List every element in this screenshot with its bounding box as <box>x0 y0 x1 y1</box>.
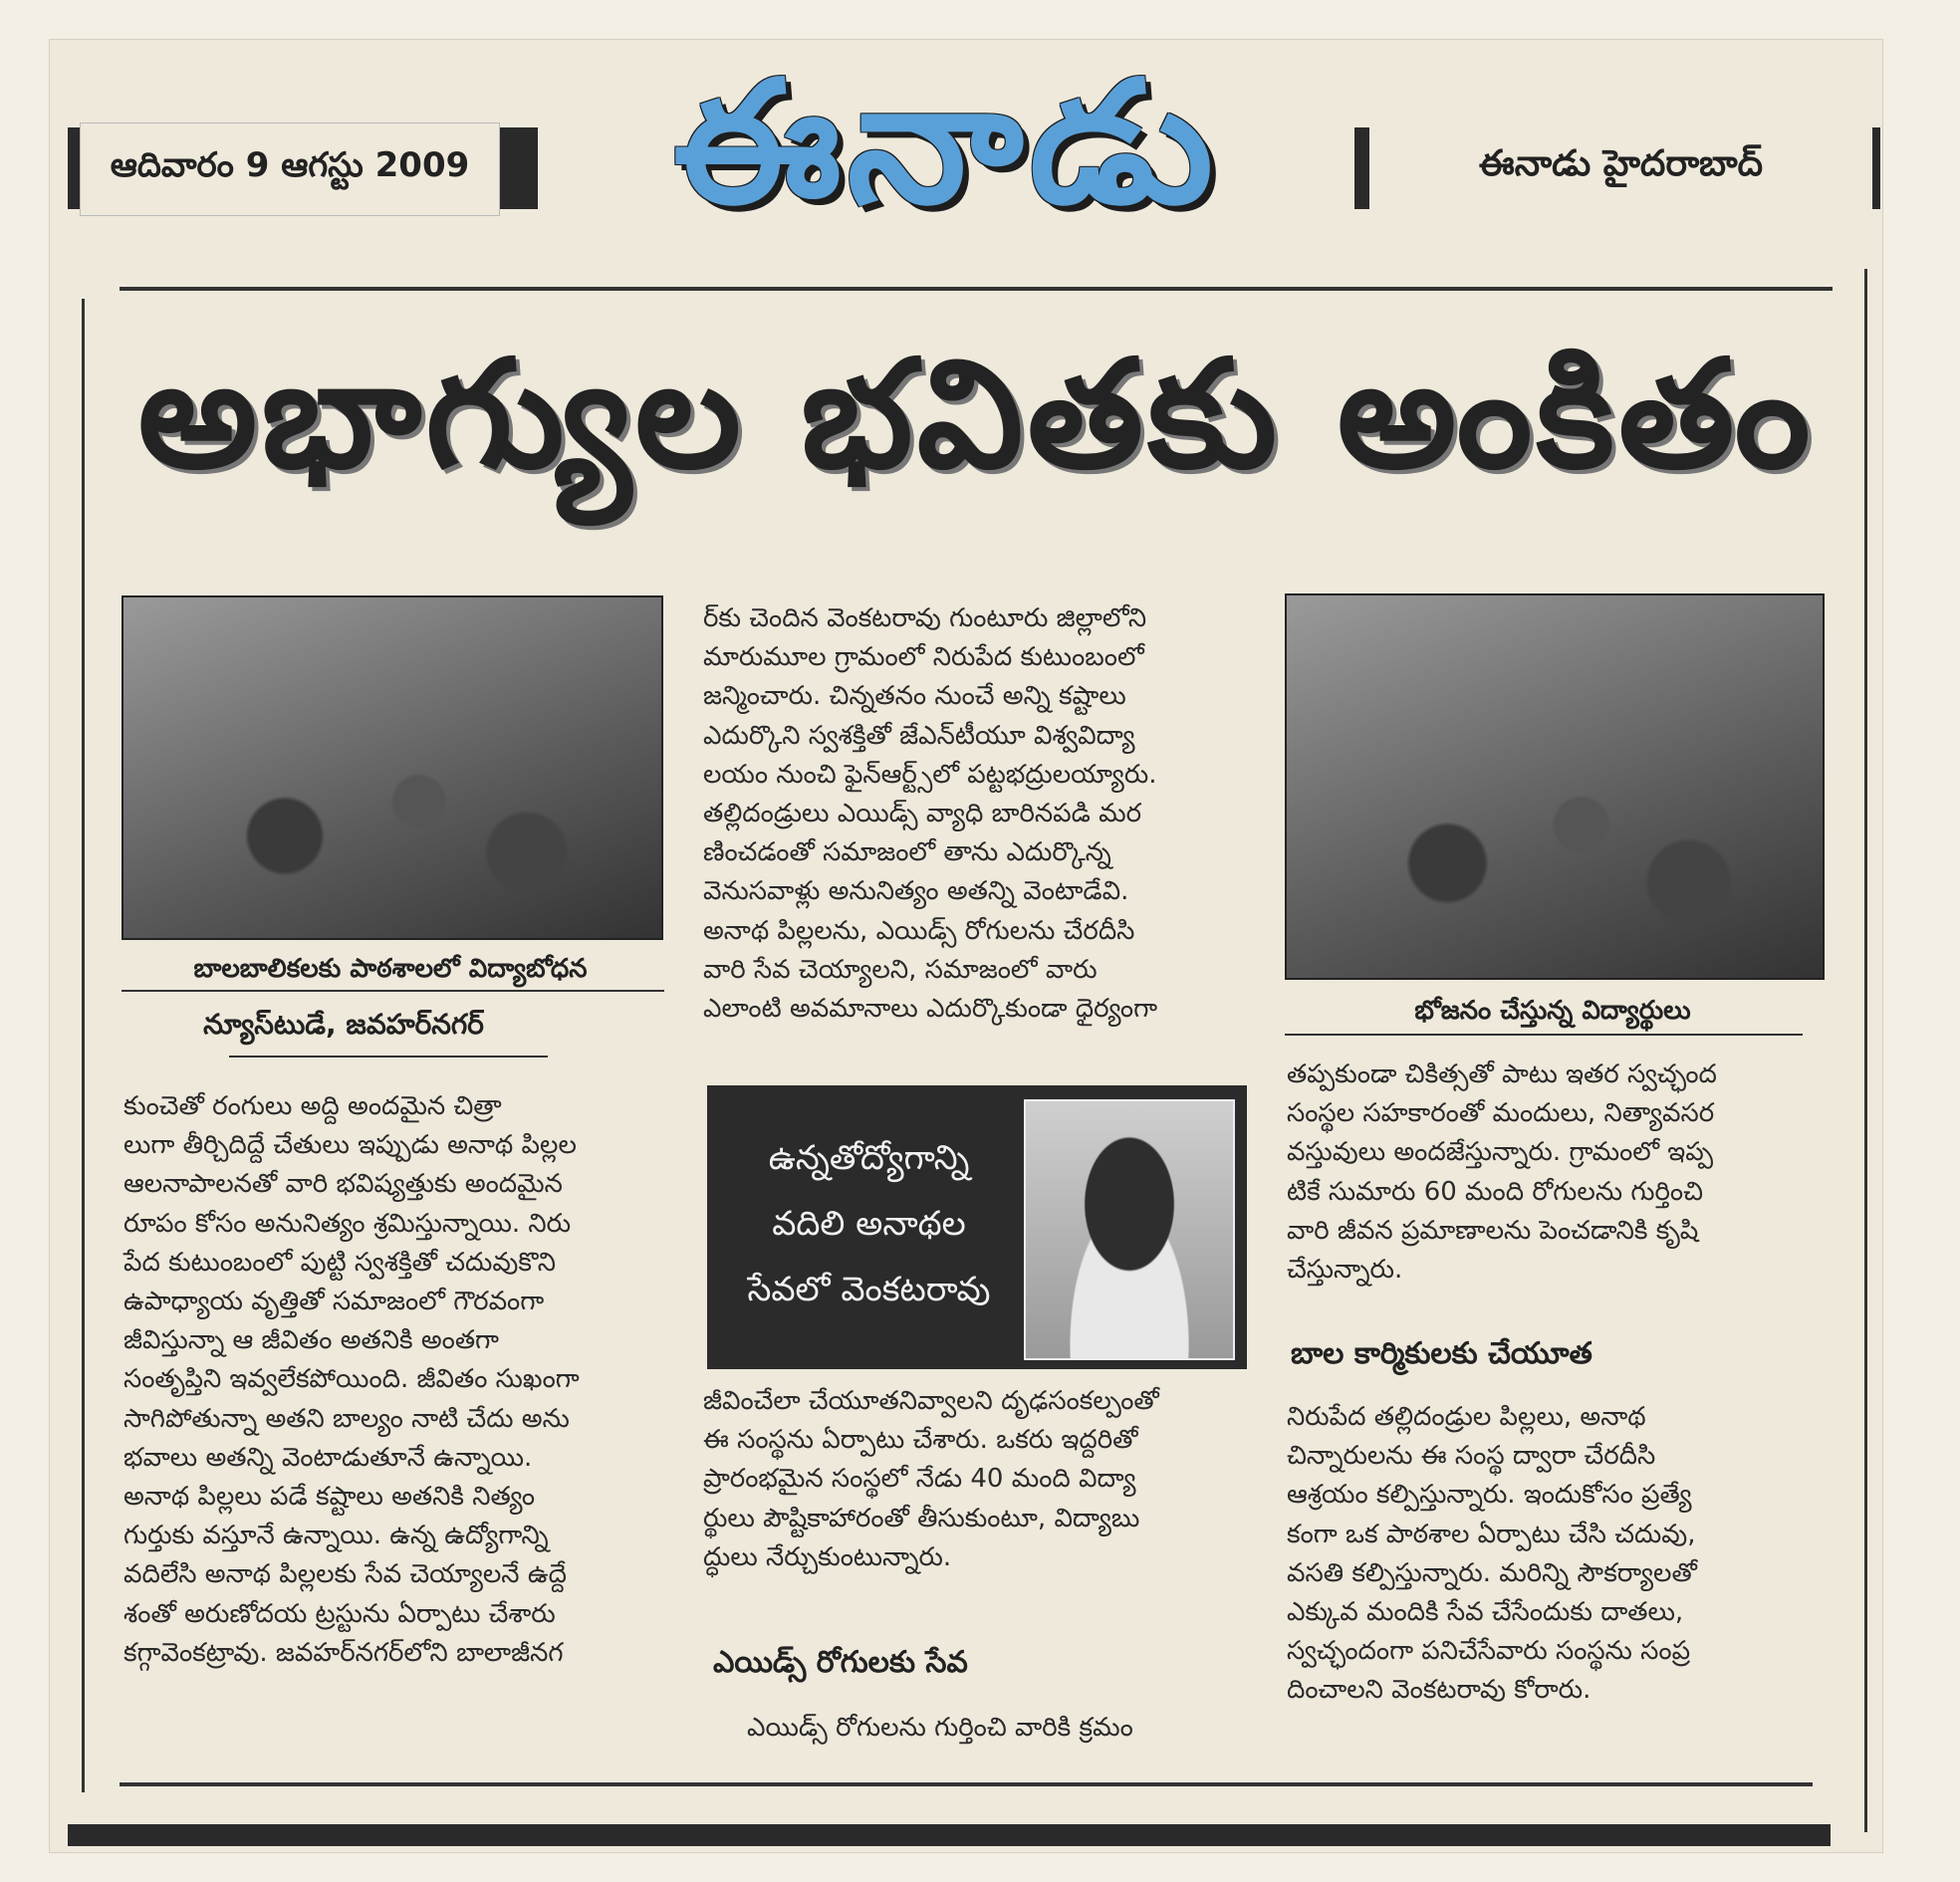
column-3-top <box>1287 1056 1823 1290</box>
issue-date: ఆదివారం 9 ఆగస్టు 2009 <box>80 122 500 216</box>
pull-quote-line: ఉన్నతోద్యోగాన్ని <box>768 1138 970 1178</box>
text-line: వారి జీవన ప్రమాణాలను పెంచడానికి కృషి <box>1287 1215 1699 1246</box>
text-line: ర్థులు పౌష్టికాహారంతో తీసుకుంటూ, విద్యాబు <box>703 1503 1140 1533</box>
text-line: వస్తువులు అందజేస్తున్నారు. గ్రామంలో ఇప్ప <box>1287 1137 1714 1168</box>
text-line: ఎయిడ్స్ రోగులను గుర్తించి వారికి క్రమం <box>747 1713 1133 1743</box>
pull-quote-box <box>707 1085 1247 1369</box>
text-line: గుర్తుకు వస్తూనే ఉన్నాయి. ఉన్న ఉద్యోగాన్ని <box>123 1521 549 1551</box>
text-line: అనాథ పిల్లలను, ఎయిడ్స్ రోగులను చేరదీసి <box>703 915 1135 946</box>
text-line: సంతృప్తిని ఇవ్వలేకపోయింది. జీవితం సుఖంగా <box>123 1364 580 1395</box>
text-line: ఆశ్రయం కల్పిస్తున్నారు. ఇందుకోసం ప్రత్యే <box>1287 1480 1692 1511</box>
photo-classroom <box>122 595 663 940</box>
byline: న్యూస్‌టుడే, జవహర్‌నగర్ <box>203 1008 484 1041</box>
edition-name: ఈనాడు హైదరాబాద్ <box>1369 122 1872 214</box>
logo-text: ఈనాడు <box>672 45 1220 242</box>
bottom-rule <box>120 1782 1813 1786</box>
byline-rule <box>229 1056 548 1058</box>
column-2-top <box>703 599 1247 1029</box>
text-line: జన్మించారు. చిన్నతనం నుంచే అన్ని కష్టాలు <box>703 681 1126 712</box>
text-line: జీవించేలా చేయూతనివ్వాలని దృఢసంకల్పంతో <box>703 1386 1159 1416</box>
pull-quote-text <box>727 1125 1011 1322</box>
text-line: ఎదుర్కొని స్వశక్తితో జేఎన్‌టీయూ విశ్వవిద్యా <box>703 720 1135 751</box>
text-line: ఎక్కువ మందికి సేవ చేసేందుకు దాతలు, <box>1287 1597 1684 1628</box>
right-rule <box>1864 269 1867 1832</box>
text-line: శంతో అరుణోదయ ట్రస్టును ఏర్పాటు చేశారు <box>123 1598 556 1629</box>
text-line: వెనుసవాళ్లు అనునిత్యం అతన్ని వెంటాడేవి. <box>703 876 1129 907</box>
text-line: స్వచ్ఛందంగా పనిచేసేవారు సంస్థను సంప్ర <box>1287 1636 1691 1667</box>
text-line: ద్ధులు నేర్చుకుంటున్నారు. <box>703 1541 952 1572</box>
photo-meal <box>1285 593 1825 980</box>
text-line: పేద కుటుంబంలో పుట్టి స్వశక్తితో చదువుకొని <box>123 1247 557 1278</box>
text-line: వారి సేవ చెయ్యాలని, సమాజంలో వారు <box>703 954 1098 985</box>
masthead-logo <box>538 45 1354 269</box>
headline: అభాగ్యుల భవితకు అంకితం <box>137 328 1815 502</box>
text-line: అనాథ పిల్లలు పడే కష్టాలు అతనికి నిత్యం <box>123 1482 536 1513</box>
subhead-child-labour: బాల కార్మికులకు చేయూత <box>1291 1336 1592 1371</box>
text-line: ఎలాంటి అవమానాలు ఎదుర్కొకుండా ధైర్యంగా <box>703 994 1158 1025</box>
column-3-bottom <box>1287 1398 1823 1711</box>
text-line: కుంచెతో రంగులు అద్ది అందమైన చిత్రా <box>123 1091 502 1121</box>
text-line: తప్పకుండా చికిత్సతో పాటు ఇతర స్వచ్ఛంద <box>1287 1059 1717 1089</box>
pull-quote-line: సేవలో వెంకటరావు <box>747 1270 991 1309</box>
portrait-photo <box>1024 1099 1235 1360</box>
photo-caption-classroom: బాలబాలికలకు పాఠశాలలో విద్యాబోధన <box>193 954 588 984</box>
text-line: కగ్గావెంకట్రావు. జవహర్‌నగర్‌లోని బాలాజీనగ <box>123 1637 564 1668</box>
column-2-bottom <box>703 1382 1247 1577</box>
text-line: ఉపాధ్యాయ వృత్తితో సమాజంలో గౌరవంగా <box>123 1287 545 1317</box>
column-2-last <box>747 1709 1247 1748</box>
text-line: జీవిస్తున్నా ఆ జీవితం అతనికి అంతగా <box>123 1325 499 1356</box>
left-rule <box>82 299 85 1792</box>
caption-rule-right <box>1285 1034 1803 1036</box>
text-line: వసతి కల్పిస్తున్నారు. మరిన్ని సౌకర్యాలతో <box>1287 1557 1697 1588</box>
text-line: లుగా తీర్చిదిద్దే చేతులు ఇప్పుడు అనాథ పిల్లల <box>123 1130 577 1161</box>
text-line: చేస్తున్నారు. <box>1287 1255 1403 1286</box>
text-line: మారుమూల గ్రామంలో నిరుపేద కుటుంబంలో <box>703 642 1144 673</box>
photo-caption-meal: భోజనం చేస్తున్న విద్యార్థులు <box>1414 996 1691 1026</box>
text-line: కంగా ఒక పాఠశాల ఏర్పాటు చేసి చదువు, <box>1287 1519 1696 1549</box>
subhead-aids: ఎయిడ్స్ రోగులకు సేవ <box>713 1645 968 1680</box>
text-line: తల్లిదండ్రులు ఎయిడ్స్ వ్యాధి బారినపడి మర <box>703 799 1142 829</box>
text-line: నిరుపేద తల్లిదండ్రుల పిల్లలు, అనాథ <box>1287 1402 1646 1432</box>
text-line: భవాలు అతన్ని వెంటాడుతూనే ఉన్నాయి. <box>123 1442 533 1473</box>
text-line: రూపం కోసం అనునిత్యం శ్రమిస్తున్నాయి. నిరు <box>123 1208 572 1239</box>
text-line: ఈ సంస్థను ఏర్పాటు చేశారు. ఒకరు ఇద్దరితో <box>703 1425 1138 1456</box>
text-line: సంస్థల సహకారంతో మందులు, నిత్యావసర <box>1287 1098 1715 1129</box>
pull-quote-line: వదిలి అనాథల <box>772 1204 966 1244</box>
text-line: దించాలని వెంకటరావు కోరారు. <box>1287 1675 1592 1706</box>
text-line: ణించడంతో సమాజంలో తాను ఎదుర్కొన్న <box>703 837 1111 868</box>
text-line: చిన్నారులను ఈ సంస్థ ద్వారా చేరదీసి <box>1287 1441 1656 1472</box>
caption-rule <box>122 990 664 992</box>
text-line: వదిలేసి అనాథ పిల్లలకు సేవ చెయ్యాలనే ఉద్దే <box>123 1559 567 1590</box>
text-line: లయం నుంచి ఫైన్‌ఆర్ట్స్‌లో పట్టభద్రులయ్యారు. <box>703 759 1157 790</box>
text-line: టికే సుమారు 60 మంది రోగులను గుర్తించి <box>1287 1176 1703 1207</box>
column-1 <box>123 1087 661 1673</box>
text-line: ప్రారంభమైన సంస్థలో నేడు 40 మంది విద్యా <box>703 1464 1136 1495</box>
top-rule <box>120 287 1833 291</box>
text-line: ర్‌కు చెందిన వెంకటరావు గుంటూరు జిల్లాలోని <box>703 603 1147 633</box>
footer-bar <box>68 1824 1831 1846</box>
text-line: సాగిపోతున్నా అతని బాల్యం నాటి చేదు అను <box>123 1403 570 1434</box>
text-line: ఆలనాపాలనతో వారి భవిష్యత్తుకు అందమైన <box>123 1169 563 1200</box>
